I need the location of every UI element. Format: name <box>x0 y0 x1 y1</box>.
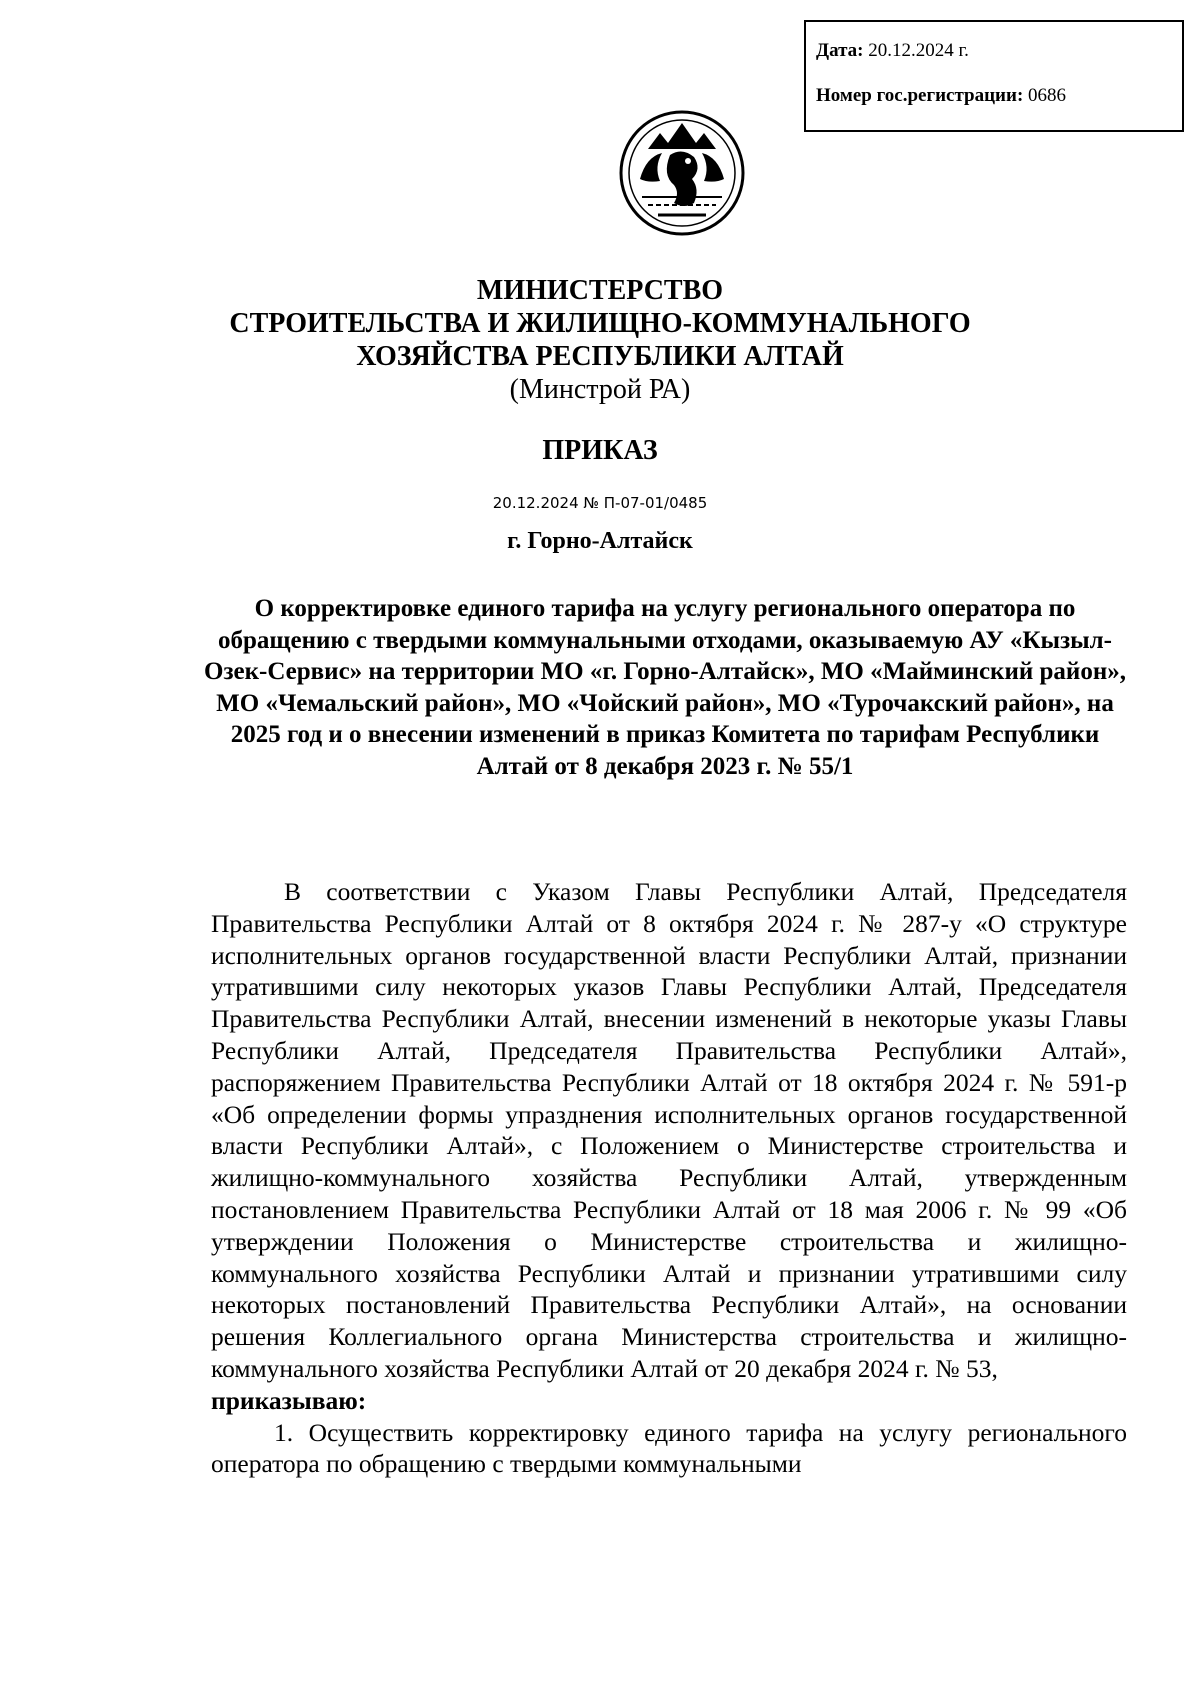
registration-date-row: Дата: 20.12.2024 г. <box>816 40 969 61</box>
registration-number-value: 0686 <box>1028 84 1067 106</box>
ministry-name-line2: СТРОИТЕЛЬСТВА И ЖИЛИЩНО-КОММУНАЛЬНОГО <box>229 308 971 339</box>
ministry-name-line1: МИНИСТЕРСТВО <box>476 275 724 306</box>
ministry-short-name: (Минстрой РА) <box>509 374 691 405</box>
registration-number-row: Номер гос.регистрации: 0686 <box>816 84 1067 106</box>
document-subject: О корректировке единого тарифа на услугу регионального оператора по обращению с твердыми коммунальными отходами, оказываемую АУ «Кызыл-Озек-Сервис» на территории МО «г. Горно-Алтайск», МО «Майминский район», МО «Чемальский район», МО «Чойский район», МО «Турочакский район», на 2025 год и о внесении изменений в приказ Комитета по тарифам Республики Алтай от 8 декабря 2023 г. № 55/1 <box>204 595 1126 780</box>
document-type: ПРИКАЗ <box>542 435 658 466</box>
order-word: приказываю <box>211 1385 358 1415</box>
preamble-text: В соответствии с Указом Главы Республики Алтай, Председателя Правительства Республики Алтай от 8 октября 2024 г. № 287-у «О структуре исполнительных органов государственной власти Республики Алтай, признании утратившими силу некоторых указов Главы Республики Алтай, Председателя Правительства Республики Алтай, внесении изменений в некоторые указы Главы Республики Алтай, Председателя Правительства Республики Алтай», распоряжением Правительства Республики Алтай от 18 октября 2024 г. № 591-р «Об определении формы упразднения исполнительных органов государственной власти Республики Алтай», с Положением о Министерстве строительства и жилищно-коммунального хозяйства Республики Алтай, утвержденным постановлением Правительства Республики Алтай от 18 мая 2006 г. № 99 «Об утверждении Положения о Министерстве строительства и жилищно-коммунального хозяйства Республики Алтай и признании утратившими силу некоторых постановлений Правительства Республики Алтай», на основании решения Коллегиального органа Министерства строительства и жилищно-коммунального хозяйства Республики Алтай от 20 декабря 2024 г. № 53, <box>211 877 1127 1383</box>
coat-of-arms-altai-icon <box>618 109 746 237</box>
document-city: г. Горно-Алтайск <box>507 528 693 554</box>
order-item-1: 1. Осуществить корректировку единого тарифа на услугу регионального оператора по обращению с твердыми коммунальными <box>211 1417 1127 1479</box>
registration-number-label: Номер гос.регистрации <box>816 84 1017 106</box>
registration-stamp-box <box>804 20 1184 132</box>
document-body <box>211 876 1127 1480</box>
registration-date-label: Дата <box>816 40 858 61</box>
ministry-name-line3: ХОЗЯЙСТВА РЕСПУБЛИКИ АЛТАЙ <box>356 341 844 372</box>
registration-date-value: 20.12.2024 г. <box>868 40 969 61</box>
ministry-header <box>0 274 1200 406</box>
preamble-paragraph: В соответствии с Указом Главы Республики Алтай, Председателя Правительства Республики Алтай от 8 октября 2024 г. № 287-у «О структуре исполнительных органов государственной власти Республики Алтай, признании утратившими силу некоторых указов Главы Республики Алтай, Председателя Правительства Республики Алтай, внесении изменений в некоторые указы Главы Республики Алтай, Председателя Правительства Республики Алтай», распоряжением Правительства Республики Алтай от 18 октября 2024 г. № 591-р «Об определении формы упразднения исполнительных органов государственной власти Республики Алтай», с Положением о Министерстве строительства и жилищно-коммунального хозяйства Республики Алтай, утвержденным постановлением Правительства Республики Алтай от 18 мая 2006 г. № 99 «Об утверждении Положения о Министерстве строительства и жилищно-коммунального хозяйства Республики Алтай и признании утратившими силу некоторых постановлений Правительства Республики Алтай», на основании решения Коллегиального органа Министерства строительства и жилищно-коммунального хозяйства Республики Алтай от 20 декабря 2024 г. № 53, приказываю: <box>211 877 1127 1415</box>
document-number: 20.12.2024 № П-07-01/0485 <box>492 494 708 512</box>
